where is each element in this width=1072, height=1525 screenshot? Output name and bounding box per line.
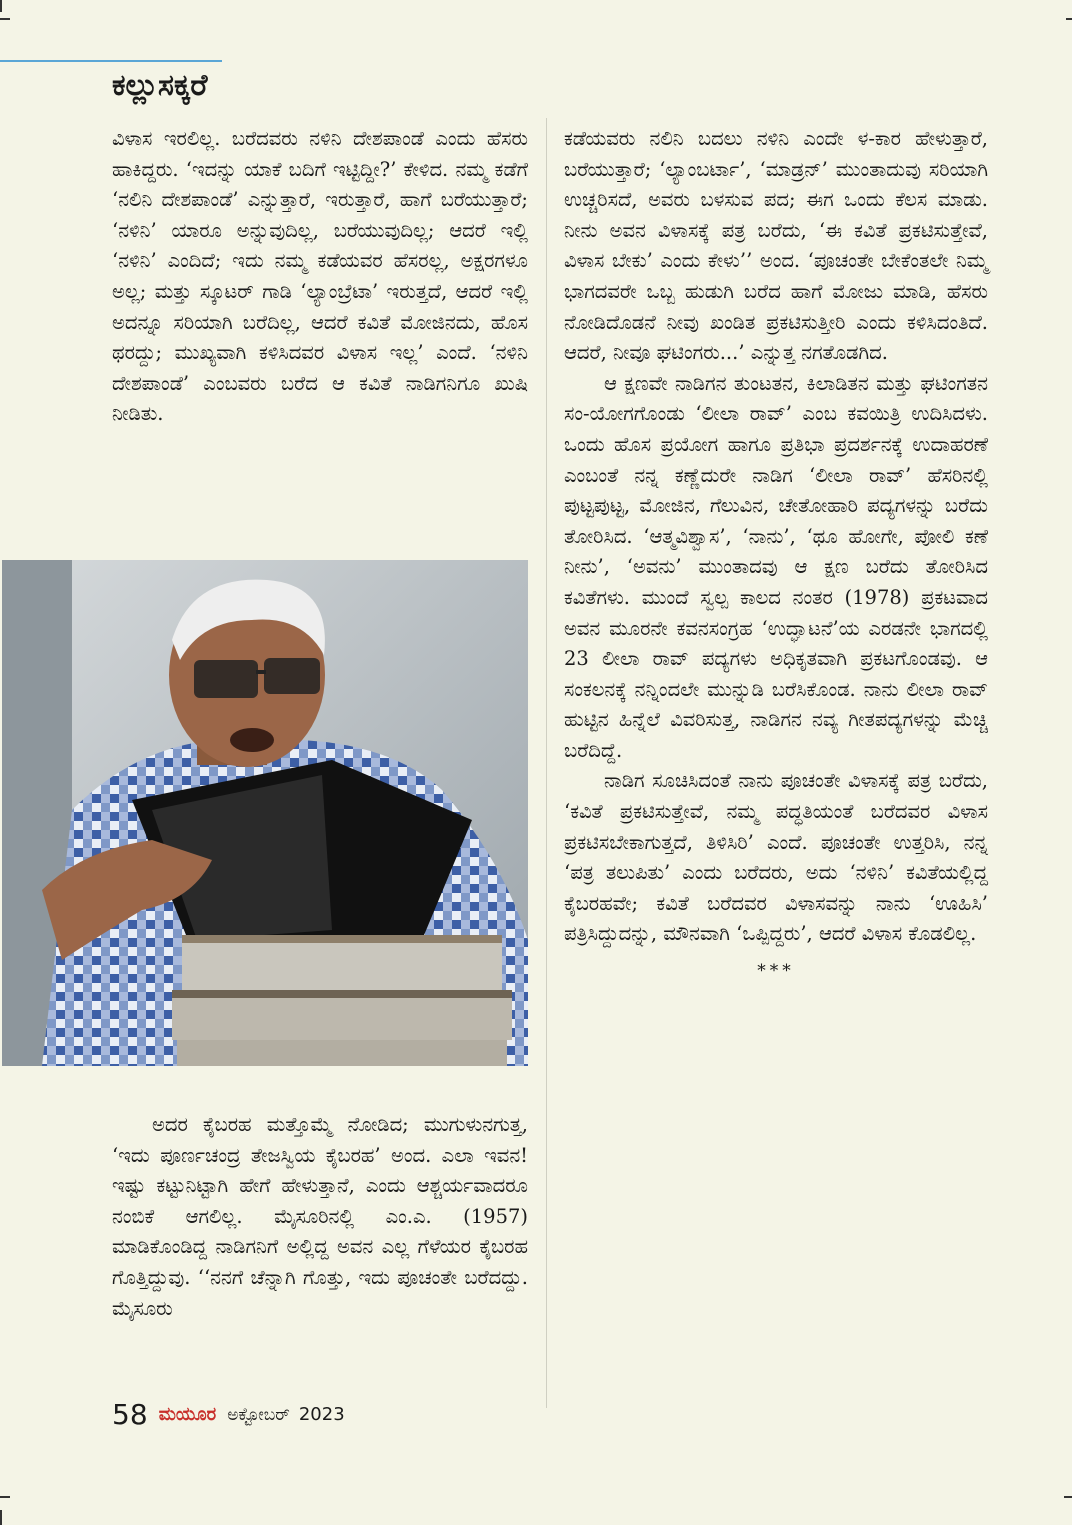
crop-mark [1064,1496,1072,1498]
page-footer [112,1398,345,1431]
left-column-top [112,124,528,430]
right-column [564,124,988,987]
section-accent-line [0,60,222,62]
issue-month: ಅಕ್ಟೋಬರ್ [227,1404,290,1425]
crop-mark [1066,18,1072,20]
crop-mark [0,1496,10,1498]
left-column-bottom [112,1110,528,1324]
paragraph: ನಾಡಿಗ ಸೂಚಿಸಿದಂತೆ ನಾನು ಪೂಚಂತೇ ವಿಳಾಸಕ್ಕೆ ಪತ್ರ ಬರೆದು, ‘ಕವಿತೆ ಪ್ರಕಟಿಸುತ್ತೇವೆ, ನಮ್ಮ ಪದ್ಧತಿಯಂತೆ ಬರೆದವರ ವಿಳಾಸ ಪ್ರಕಟಿಸಬೇಕಾಗುತ್ತದೆ, ತಿಳಿಸಿರಿ’ ಎಂದೆ. ಪೂಚಂತೇ ಉತ್ತರಿಸಿ, ನನ್ನ ‘ಪತ್ರ ತಲುಪಿತು’ ಎಂದು ಬರೆದರು, ಅದು ‘ನಳಿನಿ’ ಕವಿತೆಯಲ್ಲಿದ್ದ ಕೈಬರಹವೇ; ಕವಿತೆ ಬರೆದವರ ವಿಳಾಸವನ್ನು ನಾನು ‘ಊಹಿಸಿ’ ಪತ್ರಿಸಿದ್ದುದನ್ನು, ಮೌನವಾಗಿ ‘ಒಪ್ಪಿದ್ದರು’, ಆದರೆ ವಿಳಾಸ ಕೊಡಲಿಲ್ಲ. [564,769,988,946]
issue-year: 2023 [298,1404,345,1425]
column-divider [546,118,547,1408]
magazine-name: ಮಯೂರ [158,1404,217,1425]
paragraph: ಅದರ ಕೈಬರಹ ಮತ್ತೊಮ್ಮೆ ನೋಡಿದ; ಮುಗುಳುನಗುತ್ತ, ‘ಇದು ಪೂರ್ಣಚಂದ್ರ ತೇಜಸ್ವಿಯ ಕೈಬರಹ’ ಅಂದ. ಎಲಾ ಇವನ! ಇಷ್ಟು ಕಟ್ಟುನಿಟ್ಟಾಗಿ ಹೇಗೆ ಹೇಳುತ್ತಾನೆ, ಎಂದು ಆಶ್ಚರ್ಯವಾದರೂ ನಂಬಿಕೆ ಆಗಲಿಲ್ಲ. ಮೈಸೂರಿನಲ್ಲಿ ಎಂ.ಎ. (1957) ಮಾಡಿಕೊಂಡಿದ್ದ ನಾಡಿಗನಿಗೆ ಅಲ್ಲಿದ್ದ ಅವನ ಎಲ್ಲ ಗೆಳೆಯರ ಕೈಬರಹ ಗೊತ್ತಿದ್ದುವು. ‘‘ನನಗೆ ಚೆನ್ನಾಗಿ ಗೊತ್ತು, ಇದು ಪೂಚಂತೇ ಬರೆದದ್ದು. ಮೈಸೂರು [112,1113,528,1320]
paragraph: ಕಡೆಯವರು ನಲಿನಿ ಬದಲು ನಳಿನಿ ಎಂದೇ ಳ-ಕಾರ ಹೇಳುತ್ತಾರೆ, ಬರೆಯುತ್ತಾರೆ; ‘ಲ್ಯಾಂಬರ್ಟಾ’, ‘ಮಾಡ್ರನ್’ ಮುಂತಾದುವು ಸರಿಯಾಗಿ ಉಚ್ಚರಿಸದೆ, ಅವರು ಬಳಸುವ ಪದ; ಈಗ ಒಂದು ಕೆಲಸ ಮಾಡು. ನೀನು ಅವನ ವಿಳಾಸಕ್ಕೆ ಪತ್ರ ಬರೆದು, ‘ಈ ಕವಿತೆ ಪ್ರಕಟಿಸುತ್ತೇವೆ, ವಿಳಾಸ ಬೇಕು’ ಎಂದು ಕೇಳು’’ ಅಂದ. ‘ಪೂಚಂತೇ ಬೇಕೆಂತಲೇ ನಿಮ್ಮ ಭಾಗದವರೇ ಒಬ್ಬ ಹುಡುಗಿ ಬರೆದ ಹಾಗೆ ಮೋಜು ಮಾಡಿ, ಹೆಸರು ನೋಡಿದೊಡನೆ ನೀವು ಖಂಡಿತ ಪ್ರಕಟಿಸುತ್ತೀರಿ ಎಂದು ಕಳಿಸಿದಂತಿದೆ. ಆದರೆ, ನೀವೂ ಘಟಿಂಗರು...’ ಎನ್ನುತ್ತ ನಗತೊಡಗಿದ. [564,127,988,365]
crop-mark [0,0,2,12]
crop-mark [0,1510,2,1525]
author-photo [2,560,528,1066]
paragraph: ಆ ಕ್ಷಣವೇ ನಾಡಿಗನ ತುಂಟತನ, ಕಿಲಾಡಿತನ ಮತ್ತು ಘಟಿಂಗತನ ಸಂ-ಯೋಗಗೊಂಡು ‘ಲೀಲಾ ರಾವ್’ ಎಂಬ ಕವಯಿತ್ರಿ ಉದಿಸಿದಳು. ಒಂದು ಹೊಸ ಪ್ರಯೋಗ ಹಾಗೂ ಪ್ರತಿಭಾ ಪ್ರದರ್ಶನಕ್ಕೆ ಉದಾಹರಣೆ ಎಂಬಂತೆ ನನ್ನ ಕಣ್ಣೆದುರೇ ನಾಡಿಗ ‘ಲೀಲಾ ರಾವ್’ ಹೆಸರಿನಲ್ಲಿ ಪುಟ್ಟಪುಟ್ಟ, ಮೋಜಿನ, ಗೆಲುವಿನ, ಚೇತೋಹಾರಿ ಪದ್ಯಗಳನ್ನು ಬರೆದು ತೋರಿಸಿದ. ‘ಆತ್ಮವಿಶ್ವಾಸ’, ‘ನಾನು’, ‘ಥೂ ಹೋಗೇ, ಪೋಲಿ ಕಣೆ ನೀನು’, ‘ಅವನು’ ಮುಂತಾದವು ಆ ಕ್ಷಣ ಬರೆದು ತೋರಿಸಿದ ಕವಿತೆಗಳು. ಮುಂದೆ ಸ್ವಲ್ಪ ಕಾಲದ ನಂತರ (1978) ಪ್ರಕಟವಾದ ಅವನ ಮೂರನೇ ಕವನಸಂಗ್ರಹ ‘ಉದ್ಘಾಟನೆ’ಯ ಎರಡನೇ ಭಾಗದಲ್ಲಿ 23 ಲೀಲಾ ರಾವ್ ಪದ್ಯಗಳು ಅಧಿಕೃತವಾಗಿ ಪ್ರಕಟಗೊಂಡವು. ಆ ಸಂಕಲನಕ್ಕೆ ನನ್ನಿಂದಲೇ ಮುನ್ನುಡಿ ಬರೆಸಿಕೊಂಡ. ನಾನು ಲೀಲಾ ರಾವ್ ಹುಟ್ಟಿನ ಹಿನ್ನೆಲೆ ವಿವರಿಸುತ್ತ, ನಾಡಿಗನ ನವ್ಯ ಗೀತಪದ್ಯಗಳನ್ನು ಮೆಚ್ಚಿ ಬರೆದಿದ್ದೆ. [564,371,988,762]
page-number: 58 [112,1398,148,1431]
end-mark: *** [757,961,795,982]
author-reading-illustration [2,560,528,1066]
crop-mark [0,18,10,20]
paragraph: ವಿಳಾಸ ಇರಲಿಲ್ಲ. ಬರೆದವರು ನಳಿನಿ ದೇಶಪಾಂಡೆ ಎಂದು ಹೆಸರು ಹಾಕಿದ್ದರು. ‘ಇದನ್ನು ಯಾಕೆ ಬದಿಗೆ ಇಟ್ಟಿದ್ದೀ?’ ಕೇಳಿದ. ನಮ್ಮ ಕಡೆಗೆ ‘ನಲಿನಿ ದೇಶಪಾಂಡೆ’ ಎನ್ನುತ್ತಾರೆ, ಇರುತ್ತಾರೆ, ಹಾಗೆ ಬರೆಯುತ್ತಾರೆ; ‘ನಳಿನಿ’ ಯಾರೂ ಅನ್ನುವುದಿಲ್ಲ, ಬರೆಯುವುದಿಲ್ಲ; ಆದರೆ ಇಲ್ಲಿ ‘ನಳಿನಿ’ ಎಂದಿದೆ; ಇದು ನಮ್ಮ ಕಡೆಯವರ ಹೆಸರಲ್ಲ, ಅಕ್ಷರಗಳೂ ಅಲ್ಲ; ಮತ್ತು ಸ್ಕೂಟರ್ ಗಾಡಿ ‘ಲ್ಯಾಂಬ್ರೆಟಾ’ ಇರುತ್ತದೆ, ಆದರೆ ಇಲ್ಲಿ ಅದನ್ನೂ ಸರಿಯಾಗಿ ಬರೆದಿಲ್ಲ, ಆದರೆ ಕವಿತೆ ಮೋಜಿನದು, ಹೊಸ ಥರದ್ದು; ಮುಖ್ಯವಾಗಿ ಕಳಿಸಿದವರ ವಿಳಾಸ ಇಲ್ಲ’ ಎಂದೆ. ‘ನಳಿನಿ ದೇಶಪಾಂಡೆ’ ಎಂಬವರು ಬರೆದ ಆ ಕವಿತೆ ನಾಡಿಗನಿಗೂ ಖುಷಿ ನೀಡಿತು. [112,127,528,426]
section-title: ಕಲ್ಲುಸಕ್ಕರೆ [112,68,208,103]
